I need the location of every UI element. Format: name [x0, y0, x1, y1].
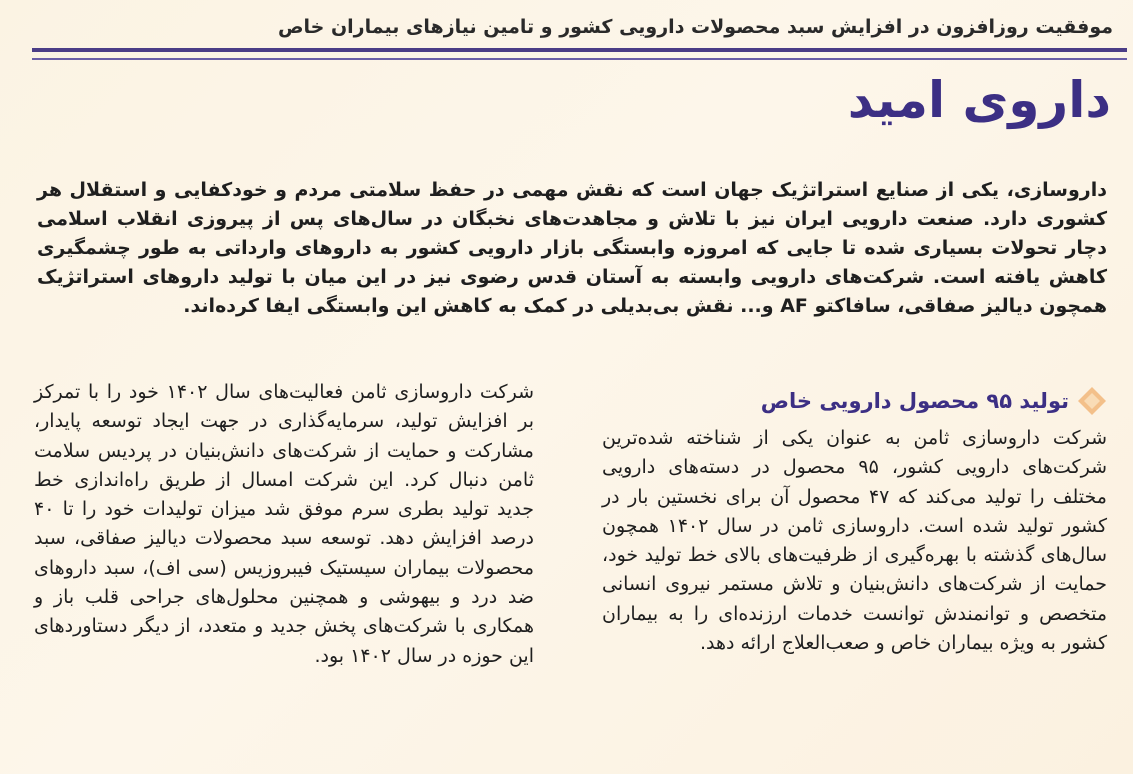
header-divider-thin	[32, 58, 1127, 60]
right-column	[602, 384, 1107, 658]
header-divider-thick	[32, 48, 1127, 52]
left-column-body: شرکت داروسازی ثامن فعالیت‌های سال ۱۴۰۲ خود را با تمرکز بر افزایش تولید، سرمایه‌گذاری در جهت ایجاد توسعه پایدار، مشارکت و حمایت از شرکت‌های دانش‌بنیان در پردیس سلامت ثامن دنبال کرد. این شرکت امسال از طریق راه‌اندازی خط جدید تولید بطری سرم موفق شد میزان تولیدات خود را تا ۴۰ درصد افزایش دهد. توسعه سبد محصولات دیالیز صفاقی، سبد محصولات بیماران سیستیک فیبروزیس (سی اف)، سبد داروهای ضد درد و بیهوشی و همچنین محلول‌های جراحی قلب باز و همکاری با شرکت‌های پخش جدید و متعدد، از دیگر دستاوردهای این حوزه در سال ۱۴۰۲ بود.	[34, 381, 535, 667]
subhead-text: تولید ۹۵ محصول دارویی خاص	[760, 389, 1069, 413]
headline: موفقیت روزافزون در افزایش سبد محصولات دارویی کشور و تامین نیازهای بیماران خاص	[277, 16, 1113, 38]
diamond-bullet-icon	[1077, 386, 1107, 416]
intro-paragraph: داروسازی، یکی از صنایع استراتژیک جهان است که نقش مهمی در حفظ سلامتی مردم و خودکفایی و استقلال هر کشوری دارد. صنعت دارویی ایران نیز با تلاش و مجاهدت‌های نخبگان در سال‌های پس از پیروزی انقلاب اسلامی دچار تحولات بسیاری شده تا جایی که امروزه وابستگی بازار دارویی کشور به داروهای وارداتی به طور چشمگیری کاهش یافته است. شرکت‌های دارویی وابسته به آستان قدس رضوی نیز در این میان با تولید داروهای استراتژیک همچون دیالیز صفاقی، سافاکتو AF و... نقش بی‌بدیلی در کمک به کاهش این وابستگی ایفا کرده‌اند.	[37, 179, 1107, 317]
right-column-body: شرکت داروسازی ثامن به عنوان یکی از شناخته شده‌ترین شرکت‌های دارویی کشور، ۹۵ محصول در دسته‌های دارویی مختلف را تولید می‌کند که ۴۷ محصول آن برای نخستین بار در کشور تولید شده است. داروسازی ثامن در سال ۱۴۰۲ همچون سال‌های گذشته با بهره‌گیری از ظرفیت‌های بالای خط تولید خود، حمایت از شرکت‌های دانش‌بنیان و تلاش مستمر نیروی انسانی متخصص و توانمندش توانست خدمات ارزنده‌ای را به بیماران کشور به ویژه بیماران خاص و صعب‌العلاج ارائه دهد.	[602, 427, 1108, 655]
article-title: داروی امید	[847, 71, 1111, 129]
section-subhead	[602, 384, 1107, 418]
